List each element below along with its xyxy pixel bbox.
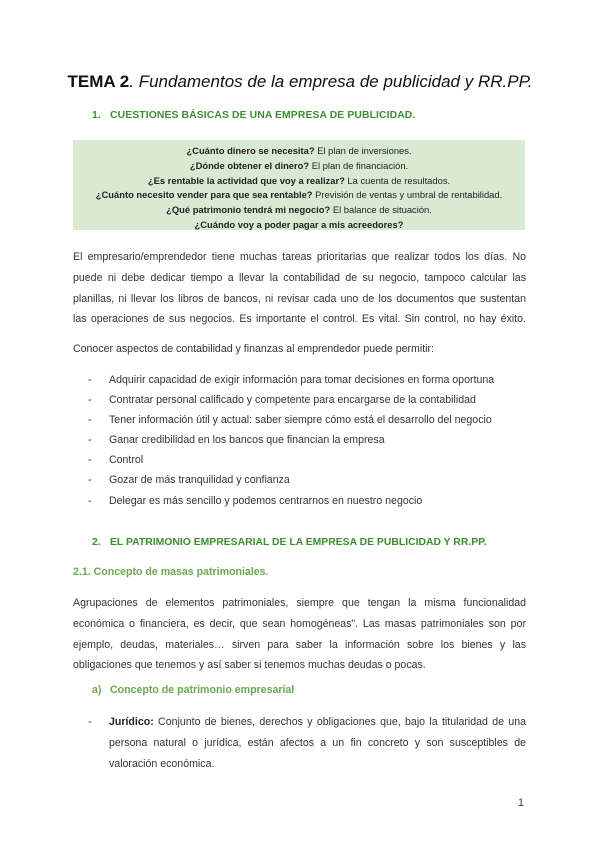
list-item: - Delegar es más sencillo y podemos centrarnos en nuestro negocio xyxy=(88,494,423,507)
paragraph-3 xyxy=(73,593,526,676)
section-2-title: EL PATRIMONIO EMPRESARIAL DE LA EMPRESA DE PUBLICIDAD Y RR.PP. xyxy=(110,537,487,548)
question-line: ¿Cuándo voy a poder pagar a mis acreedores? xyxy=(194,218,404,230)
list-item: - Adquirir capacidad de exigir información para tomar decisiones en forma oportuna xyxy=(88,374,495,386)
paragraph-line: las operaciones de sus negocios. Es importante el control. Es vital. Sin control, no hay éxito. xyxy=(73,313,526,326)
paragraph-2: Conocer aspectos de contabilidad y finanzas al emprendedor puede permitir: xyxy=(73,343,434,355)
subsection-a-title: Concepto de patrimonio empresarial xyxy=(110,684,295,696)
juridico-text-block xyxy=(109,712,526,774)
juridico-definition xyxy=(88,712,526,774)
section-1-title: CUESTIONES BÁSICAS DE UNA EMPRESA DE PUBLICIDAD. xyxy=(110,110,416,121)
question-line: ¿Cuánto dinero se necesita? El plan de inversiones. xyxy=(186,145,412,156)
list-item: - Contratar personal calificado y competente para encargarse de la contabilidad xyxy=(88,394,476,407)
paragraph-line: obligaciones que tenemos y así saber si tenemos muchas deudas o pocas. xyxy=(73,659,426,672)
list-item: - Tener información útil y actual: saber siempre cómo está el desarrollo del negocio xyxy=(88,414,492,427)
paragraph-line: económica o financiera, es decir, que sean homogéneas”. Las masas patrimoniales son por xyxy=(73,617,526,630)
question-line: ¿Es rentable la actividad que voy a realizar? La cuenta de resultados. xyxy=(147,174,451,186)
title-prefix: TEMA 2 xyxy=(67,72,130,91)
question-line: ¿Cuánto necesito vender para que sea rentable? Previsión de ventas y umbral de rentabilidad. xyxy=(95,189,503,201)
subsection-a-heading xyxy=(92,684,294,696)
questions-box xyxy=(73,140,525,230)
paragraph-line: puede ni debe dedicar tiempo a llevar la contabilidad de su negocio, tampoco calcular las xyxy=(73,271,526,284)
juridico-text: Conjunto de bienes, derechos y obligaciones que, bajo la titularidad de una persona natural o jurídica, están afectos a un fin concreto y son susceptibles de valoración económica. xyxy=(109,716,526,770)
list-item: - Gozar de más tranquilidad y confianza xyxy=(88,474,290,487)
page-number: 1 xyxy=(518,797,524,809)
paragraph-line: planillas, ni llevar los libros de bancos, ni revisar cada uno de los documentos que sustentan xyxy=(73,292,526,305)
question-line: ¿Dónde obtener el dinero? El plan de financiación. xyxy=(189,159,409,171)
benefits-list xyxy=(88,370,494,511)
title-rest: . Fundamentos de la empresa de publicidad y RR.PP. xyxy=(129,72,533,91)
question-line: ¿Qué patrimonio tendrá mi negocio? El balance de situación. xyxy=(166,204,432,216)
section-1-heading xyxy=(92,110,415,121)
list-item: - Control xyxy=(88,454,144,467)
paragraph-1 xyxy=(73,247,526,330)
paragraph-line: Agrupaciones de elementos patrimoniales, siempre que tengan la misma funcionalidad xyxy=(73,597,526,609)
document-title xyxy=(0,72,600,92)
juridico-dash: - xyxy=(88,716,92,728)
subsection-a-letter: a) xyxy=(92,684,102,696)
list-item: - Ganar credibilidad en los bancos que financian la empresa xyxy=(88,434,385,447)
section-2-heading xyxy=(92,537,487,548)
subsection-2-1-heading: 2.1. Concepto de masas patrimoniales. xyxy=(73,566,269,578)
paragraph-line: ejemplo, deudas, materiales… sirven para saber la información sobre los bienes y las xyxy=(73,638,526,651)
juridico-label: Jurídico: xyxy=(109,716,154,728)
section-2-number: 2. xyxy=(92,537,101,548)
section-1-number: 1. xyxy=(92,110,101,121)
paragraph-line: El empresario/emprendedor tiene muchas tareas prioritarias que realizar todos los días. No xyxy=(73,251,526,263)
